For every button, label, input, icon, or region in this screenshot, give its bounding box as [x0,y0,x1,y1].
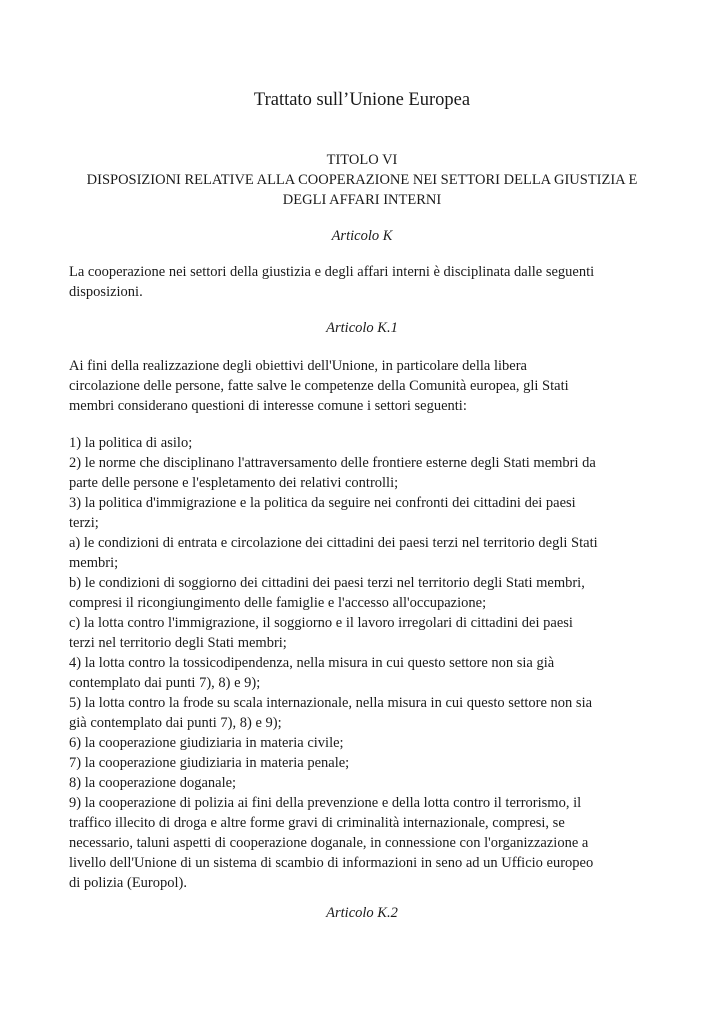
list-line: 9) la cooperazione di polizia ai fini della prevenzione e della lotta contro il terrorismo, il [69,795,582,811]
list-line: 3) la politica d'immigrazione e la politica da seguire nei confronti dei cittadini dei paesi [69,495,576,511]
list-line: 4) la lotta contro la tossicodipendenza, nella misura in cui questo settore non sia già [69,655,555,671]
list-line: di polizia (Europol). [69,875,187,891]
list-line: c) la lotta contro l'immigrazione, il soggiorno e il lavoro irregolari di cittadini dei paesi [69,615,573,631]
list-line: parte delle persone e l'espletamento dei relativi controlli; [69,475,399,491]
section-number: TITOLO VI [326,152,398,168]
article-k1-heading: Articolo K.1 [326,320,398,336]
section-heading-line: DISPOSIZIONI RELATIVE ALLA COOPERAZIONE NEI SETTORI DELLA GIUSTIZIA E [86,172,638,188]
article-k1-intro [69,356,669,416]
list-line: 7) la cooperazione giudiziaria in materia penale; [69,755,350,771]
list-line: contemplato dai punti 7), 8) e 9); [69,675,261,691]
list-line: membri; [69,555,119,571]
list-line: 1) la politica di asilo; [69,435,193,451]
list-line: traffico illecito di droga e altre forme gravi di criminalità internazionale, compresi, se [69,815,565,831]
list-line: a) le condizioni di entrata e circolazione dei cittadini dei paesi terzi nel territorio degli Stati [69,535,598,551]
list-line: b) le condizioni di soggiorno dei cittadini dei paesi terzi nel territorio degli Stati membri, [69,575,585,591]
list-line: già contemplato dai punti 7), 8) e 9); [69,715,282,731]
list-line: 6) la cooperazione giudiziaria in materia civile; [69,735,344,751]
section-heading-line: DEGLI AFFARI INTERNI [282,192,442,208]
list-line: livello dell'Unione di un sistema di scambio di informazioni in seno ad un Ufficio europeo [69,855,594,871]
list-line: terzi nel territorio degli Stati membri; [69,635,287,651]
list-line: terzi; [69,515,99,531]
article-k-text [69,262,669,302]
section-heading [40,150,684,210]
article-k2-heading: Articolo K.2 [326,905,398,921]
article-k-heading: Articolo K [331,228,393,244]
text-line: La cooperazione nei settori della giustizia e degli affari interni è disciplinata dalle seguenti [69,264,595,280]
list-line: necessario, taluni aspetti di cooperazione doganale, in connessione con l'organizzazione a [69,835,589,851]
text-line: Ai fini della realizzazione degli obiettivi dell'Unione, in particolare della libera [69,358,527,374]
list-line: compresi il ricongiungimento delle famiglie e l'accesso all'occupazione; [69,595,487,611]
text-line: disposizioni. [69,284,143,300]
list-line: 8) la cooperazione doganale; [69,775,237,791]
document-title: Trattato sull’Unione Europea [253,90,471,110]
text-line: circolazione delle persone, fatte salve le competenze della Comunità europea, gli Stati [69,378,569,394]
list-line: 5) la lotta contro la frode su scala internazionale, nella misura in cui questo settore non sia [69,695,593,711]
list-line: 2) le norme che disciplinano l'attraversamento delle frontiere esterne degli Stati membri da [69,455,596,471]
text-line: membri considerano questioni di interesse comune i settori seguenti: [69,398,467,414]
article-k1-list [69,433,669,893]
